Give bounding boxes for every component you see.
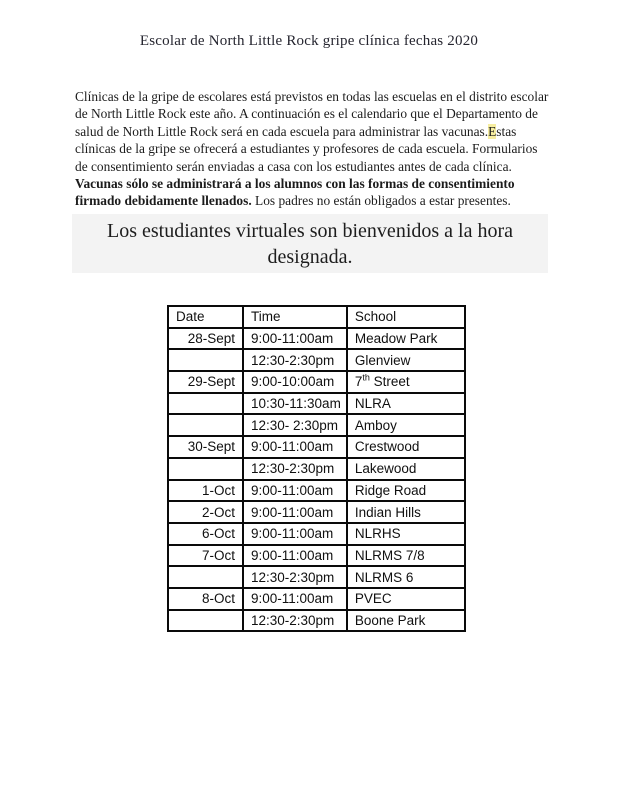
date-cell: 6-Oct [168,523,243,545]
school-cell: Meadow Park [347,328,465,350]
table-row [168,523,465,545]
highlighted-letter: E [488,123,497,139]
intro-text-part3: Los padres no están obligados a estar presentes. [251,193,511,209]
date-cell: 28-Sept [168,328,243,350]
school-cell: NLRA [347,393,465,415]
table-row [168,501,465,523]
date-cell: 29-Sept [168,371,243,393]
school-cell: Indian Hills [347,501,465,523]
table-row [168,566,465,588]
time-cell: 12:30- 2:30pm [243,414,347,436]
school-cell: Glenview [347,349,465,371]
school-cell: 7th Street [347,371,465,393]
school-cell: Lakewood [347,458,465,480]
header-school: School [347,306,465,328]
table-row [168,588,465,610]
time-cell: 12:30-2:30pm [243,610,347,632]
time-cell: 12:30-2:30pm [243,458,347,480]
date-cell [168,610,243,632]
time-cell: 9:00-11:00am [243,328,347,350]
virtual-students-banner [72,214,548,273]
table-header [168,306,465,328]
time-cell: 9:00-11:00am [243,436,347,458]
table-row [168,458,465,480]
time-cell: 9:00-11:00am [243,588,347,610]
date-cell: 7-Oct [168,545,243,567]
time-cell: 9:00-10:00am [243,371,347,393]
time-cell: 12:30-2:30pm [243,566,347,588]
date-cell: 1-Oct [168,480,243,502]
table-row [168,393,465,415]
school-cell: Crestwood [347,436,465,458]
table-row [168,328,465,350]
date-cell [168,349,243,371]
table-row [168,436,465,458]
intro-paragraph [75,88,553,210]
table-row [168,480,465,502]
document-title: Escolar de North Little Rock gripe clínica fechas 2020 [139,33,479,49]
table-row [168,371,465,393]
clinic-schedule-table [167,305,466,632]
time-cell: 9:00-11:00am [243,480,347,502]
time-cell: 9:00-11:00am [243,545,347,567]
date-cell [168,414,243,436]
header-date: Date [168,306,243,328]
table-row [168,349,465,371]
table-row [168,414,465,436]
school-cell: Amboy [347,414,465,436]
school-cell: PVEC [347,588,465,610]
school-cell: NLRHS [347,523,465,545]
table-row [168,545,465,567]
time-cell: 10:30-11:30am [243,393,347,415]
time-cell: 9:00-11:00am [243,501,347,523]
school-cell: Ridge Road [347,480,465,502]
date-cell [168,393,243,415]
header-time: Time [243,306,347,328]
time-cell: 12:30-2:30pm [243,349,347,371]
table-row [168,610,465,632]
schedule-tbody [168,328,465,632]
date-cell: 8-Oct [168,588,243,610]
date-cell: 30-Sept [168,436,243,458]
date-cell [168,566,243,588]
intro-text-bold: Vacunas sólo se administrará a los alumnos con las formas de consentimiento firmado debidamente llenados. [75,176,515,209]
intro-text-part2: stas clínicas de la gripe se ofrecerá a estudiantes y profesores de cada escuela. Formularios de consentimiento serán enviadas a casa con los estudiantes antes de cada clínica. [75,123,538,174]
school-cell: Boone Park [347,610,465,632]
date-cell [168,458,243,480]
intro-text-part1: Clínicas de la gripe de escolares está previstos en todas las escuelas en el distrito escolar de North Little Rock este año. A continuación es el calendario que el Departamento de salud de North Little Rock será en cada escuela para administrar las vacunas. [75,89,549,139]
date-cell: 2-Oct [168,501,243,523]
virtual-students-banner-text: Los estudiantes virtuales son bienvenidos a la hora designada. [106,219,513,268]
time-cell: 9:00-11:00am [243,523,347,545]
header-row [168,306,465,328]
school-cell: NLRMS 6 [347,566,465,588]
school-cell: NLRMS 7/8 [347,545,465,567]
